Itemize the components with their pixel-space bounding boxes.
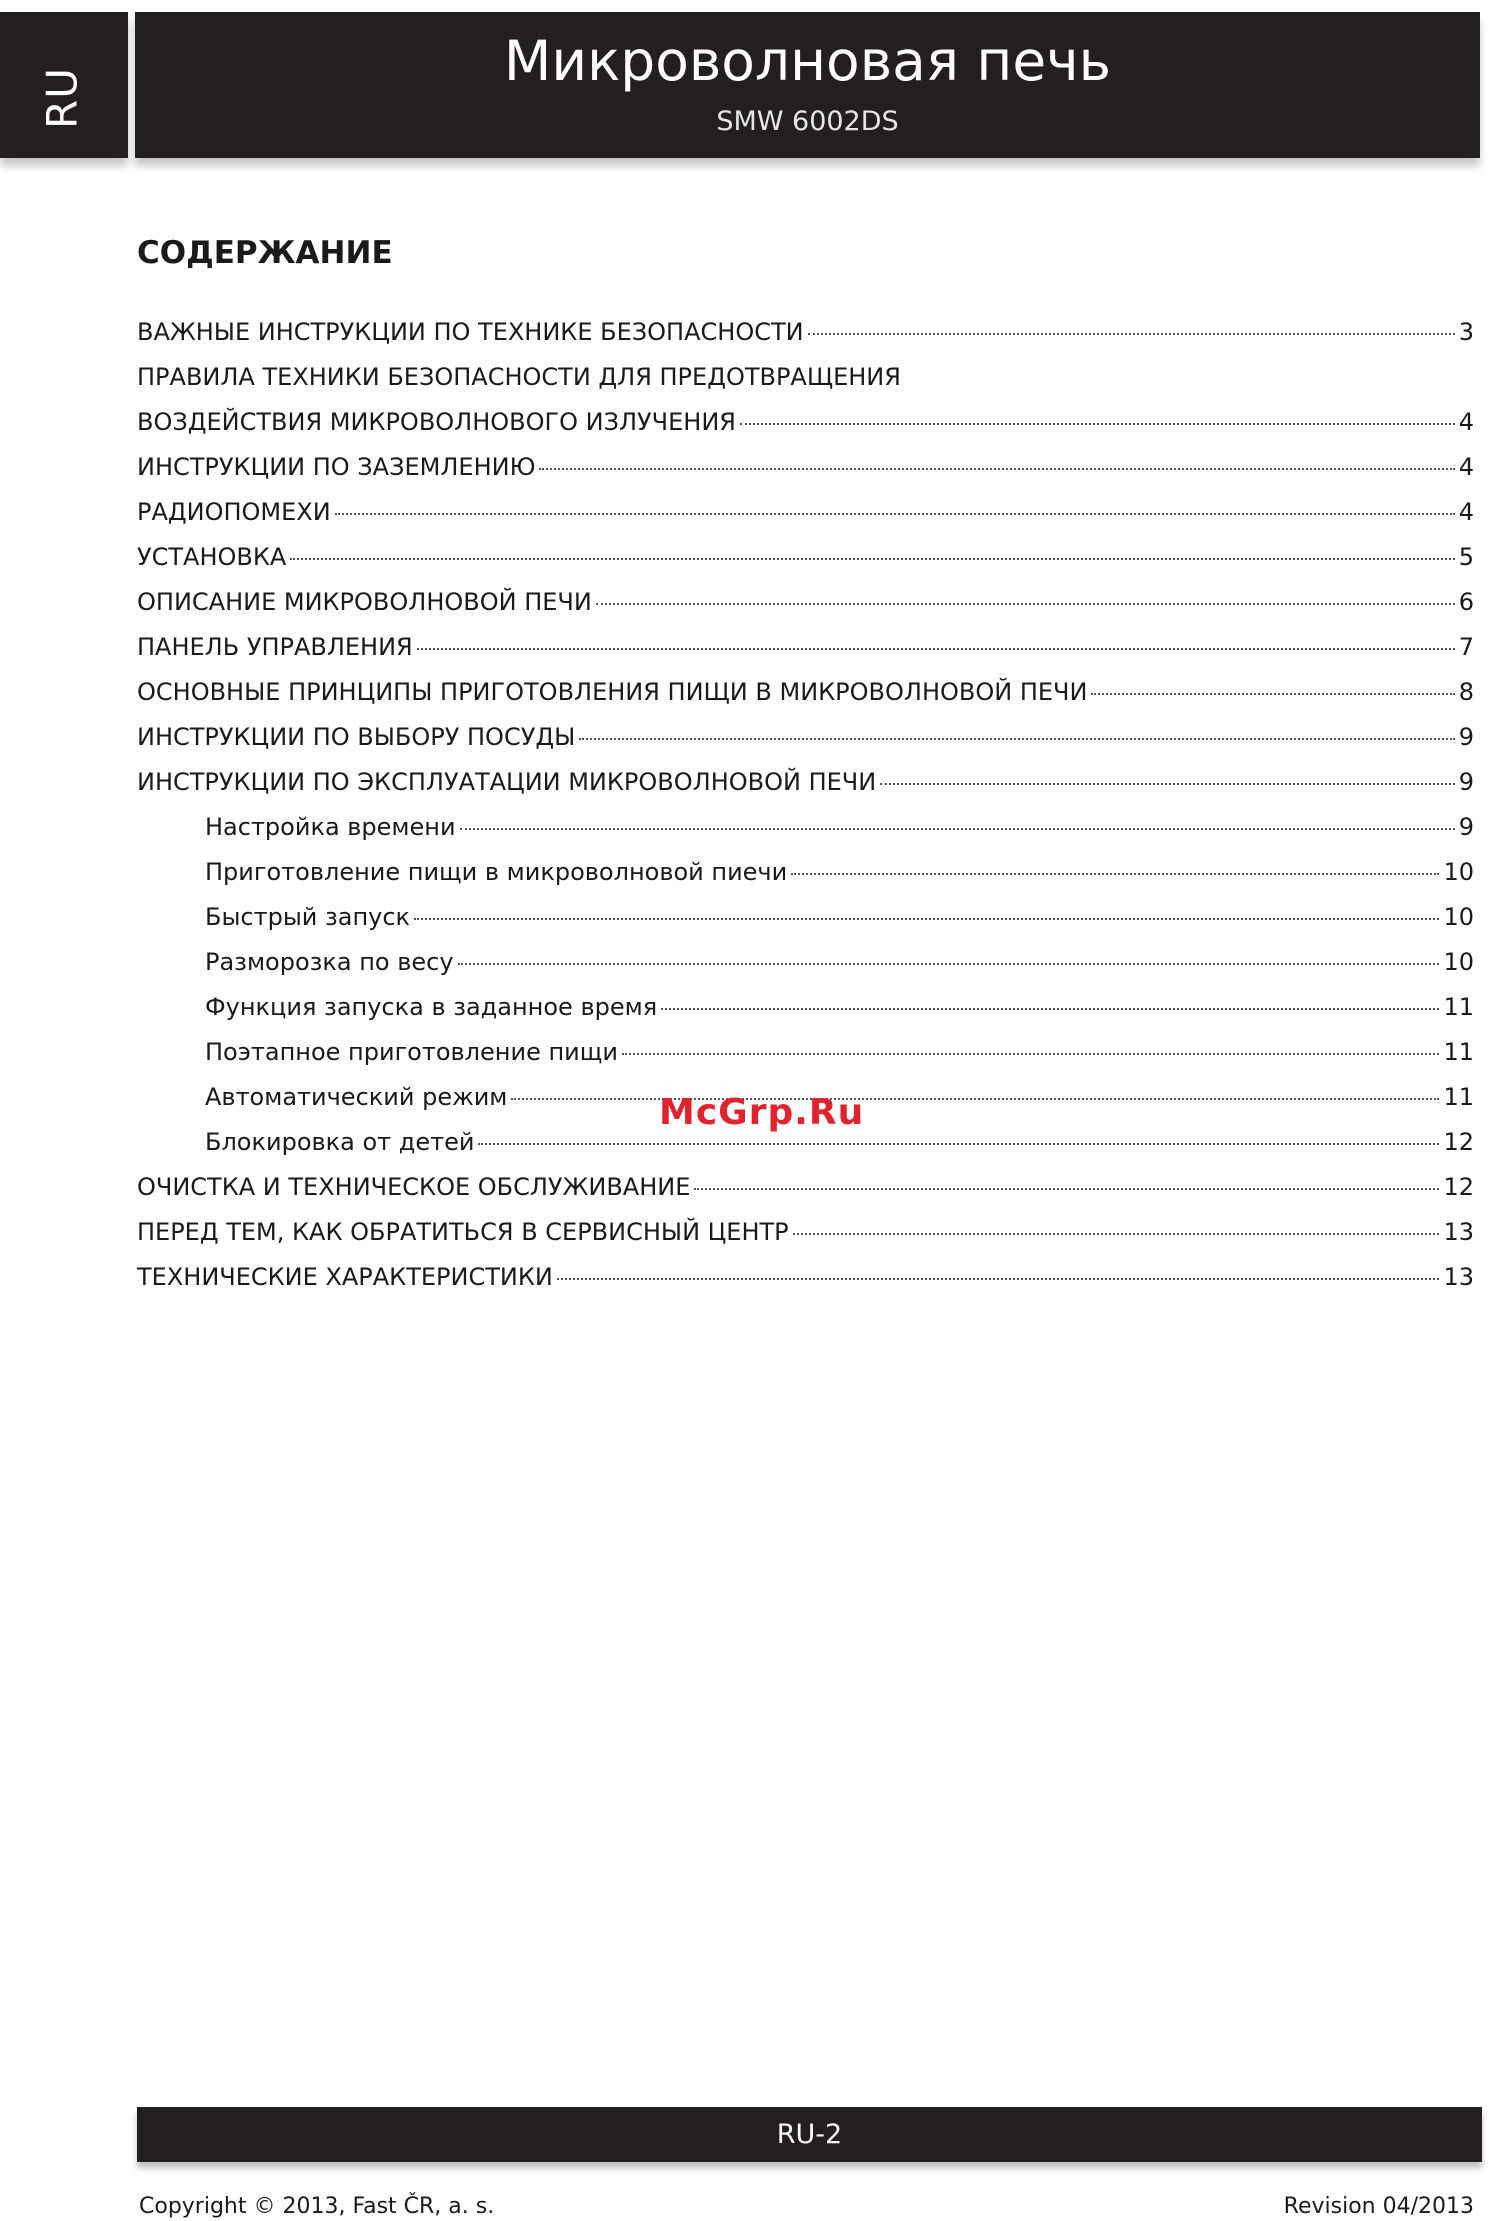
toc-subentry[interactable] xyxy=(137,1038,1474,1083)
dot-leader xyxy=(478,1143,1439,1145)
toc-entry-label: Разморозка по весу xyxy=(205,948,454,976)
toc-entry-label: ОСНОВНЫЕ ПРИНЦИПЫ ПРИГОТОВЛЕНИЯ ПИЩИ В МИКРОВОЛНОВОЙ ПЕЧИ xyxy=(137,678,1088,706)
dot-leader xyxy=(661,1008,1439,1010)
toc-entry[interactable] xyxy=(137,543,1474,588)
toc-subentry[interactable] xyxy=(137,858,1474,903)
toc-entry[interactable] xyxy=(137,1173,1474,1218)
dot-leader xyxy=(793,1233,1440,1235)
toc-entry[interactable] xyxy=(137,1218,1474,1263)
toc-entry-label: ПЕРЕД ТЕМ, КАК ОБРАТИТЬСЯ В СЕРВИСНЫЙ ЦЕНТР xyxy=(137,1218,789,1246)
toc-entry-label: ПАНЕЛЬ УПРАВЛЕНИЯ xyxy=(137,633,413,661)
dot-leader xyxy=(557,1278,1440,1280)
toc-entry-page: 4 xyxy=(1458,453,1474,481)
toc-entry-page: 11 xyxy=(1443,1083,1474,1111)
toc-entry-label: РАДИОПОМЕХИ xyxy=(137,498,331,526)
toc-entry[interactable] xyxy=(137,498,1474,543)
toc-entry[interactable] xyxy=(137,633,1474,678)
toc-entry[interactable] xyxy=(137,363,1474,408)
toc-entry-page: 11 xyxy=(1443,993,1474,1021)
dot-leader xyxy=(740,423,1455,425)
dot-leader xyxy=(579,738,1454,740)
toc-entry-label: ОПИСАНИЕ МИКРОВОЛНОВОЙ ПЕЧИ xyxy=(137,588,592,616)
table-of-contents xyxy=(137,318,1474,1308)
toc-entry[interactable] xyxy=(137,318,1474,363)
toc-entry-label: Функция запуска в заданное время xyxy=(205,993,658,1021)
toc-entry-page: 8 xyxy=(1458,678,1474,706)
toc-subentry[interactable] xyxy=(137,813,1474,858)
toc-entry-page: 4 xyxy=(1458,408,1474,436)
toc-entry-page: 13 xyxy=(1443,1218,1474,1246)
toc-entry-label: ОЧИСТКА И ТЕХНИЧЕСКОЕ ОБСЛУЖИВАНИЕ xyxy=(137,1173,691,1201)
dot-leader xyxy=(791,873,1439,875)
toc-heading: СОДЕРЖАНИЕ xyxy=(137,235,393,271)
toc-entry-label: ИНСТРУКЦИИ ПО ЗАЗЕМЛЕНИЮ xyxy=(137,453,536,481)
page-number: RU-2 xyxy=(776,2119,843,2150)
toc-entry-page: 6 xyxy=(1458,588,1474,616)
dot-leader xyxy=(460,828,1455,830)
toc-entry-label: Поэтапное приготовление пищи xyxy=(205,1038,618,1066)
dot-leader xyxy=(596,603,1455,605)
model-number: SMW 6002DS xyxy=(716,106,899,137)
toc-entry-page: 12 xyxy=(1443,1173,1474,1201)
copyright-text: Copyright © 2013, Fast ČR, a. s. xyxy=(139,2194,495,2219)
toc-entry-page: 10 xyxy=(1443,948,1474,976)
toc-entry-label: Блокировка от детей xyxy=(205,1128,475,1156)
document-title: Микроволновая печь xyxy=(503,29,1112,93)
toc-entry-label: УСТАНОВКА xyxy=(137,543,287,571)
language-tab xyxy=(0,12,128,158)
toc-entry-page: 12 xyxy=(1443,1128,1474,1156)
dot-leader xyxy=(417,648,1455,650)
toc-entry[interactable] xyxy=(137,723,1474,768)
dot-leader xyxy=(622,1053,1439,1055)
dot-leader xyxy=(539,468,1454,470)
dot-leader xyxy=(511,1098,1439,1100)
toc-entry[interactable] xyxy=(137,768,1474,813)
revision-text: Revision 04/2013 xyxy=(1283,2194,1474,2219)
toc-entry-page: 13 xyxy=(1443,1263,1474,1291)
toc-entry-label: Автоматический режим xyxy=(205,1083,508,1111)
toc-entry[interactable] xyxy=(137,408,1474,453)
toc-entry-page: 7 xyxy=(1458,633,1474,661)
toc-entry-page: 9 xyxy=(1458,723,1474,751)
toc-entry-label: ПРАВИЛА ТЕХНИКИ БЕЗОПАСНОСТИ ДЛЯ ПРЕДОТВРАЩЕНИЯ xyxy=(137,363,901,391)
toc-entry-label: Настройка времени xyxy=(205,813,456,841)
dot-leader xyxy=(808,333,1455,335)
dot-leader xyxy=(414,918,1439,920)
toc-entry-page: 10 xyxy=(1443,858,1474,886)
toc-entry-label: ИНСТРУКЦИИ ПО ЭКСПЛУАТАЦИИ МИКРОВОЛНОВОЙ ПЕЧИ xyxy=(137,768,877,796)
watermark: McGrp.Ru xyxy=(659,1092,865,1133)
toc-entry-label: Быстрый запуск xyxy=(205,903,411,931)
header-bar xyxy=(135,12,1480,158)
toc-subentry[interactable] xyxy=(137,903,1474,948)
toc-entry-page: 4 xyxy=(1458,498,1474,526)
toc-entry[interactable] xyxy=(137,678,1474,723)
toc-entry-label: ВАЖНЫЕ ИНСТРУКЦИИ ПО ТЕХНИКЕ БЕЗОПАСНОСТИ xyxy=(137,318,804,346)
toc-entry-page: 9 xyxy=(1458,768,1474,796)
toc-entry-page: 5 xyxy=(1458,543,1474,571)
footer-bar xyxy=(137,2107,1482,2162)
toc-entry-label: ИНСТРУКЦИИ ПО ВЫБОРУ ПОСУДЫ xyxy=(137,723,576,751)
toc-subentry[interactable] xyxy=(137,993,1474,1038)
toc-entry[interactable] xyxy=(137,1263,1474,1308)
dot-leader xyxy=(458,963,1440,965)
toc-entry-label: ТЕХНИЧЕСКИЕ ХАРАКТЕРИСТИКИ xyxy=(137,1263,553,1291)
toc-subentry[interactable] xyxy=(137,948,1474,993)
dot-leader xyxy=(694,1188,1439,1190)
toc-entry-label: Приготовление пищи в микроволновой пиечи xyxy=(205,858,788,886)
toc-entry[interactable] xyxy=(137,453,1474,498)
toc-subentry[interactable] xyxy=(137,1128,1474,1173)
toc-entry[interactable] xyxy=(137,588,1474,633)
toc-entry-label: ВОЗДЕЙСТВИЯ МИКРОВОЛНОВОГО ИЗЛУЧЕНИЯ xyxy=(137,408,736,436)
dot-leader xyxy=(290,558,1454,560)
dot-leader xyxy=(880,783,1455,785)
toc-entry-page: 11 xyxy=(1443,1038,1474,1066)
language-code: RU xyxy=(37,67,87,129)
dot-leader xyxy=(1091,693,1454,695)
toc-entry-page: 3 xyxy=(1458,318,1474,346)
toc-entry-page: 10 xyxy=(1443,903,1474,931)
toc-entry-page: 9 xyxy=(1458,813,1474,841)
dot-leader xyxy=(335,513,1455,515)
